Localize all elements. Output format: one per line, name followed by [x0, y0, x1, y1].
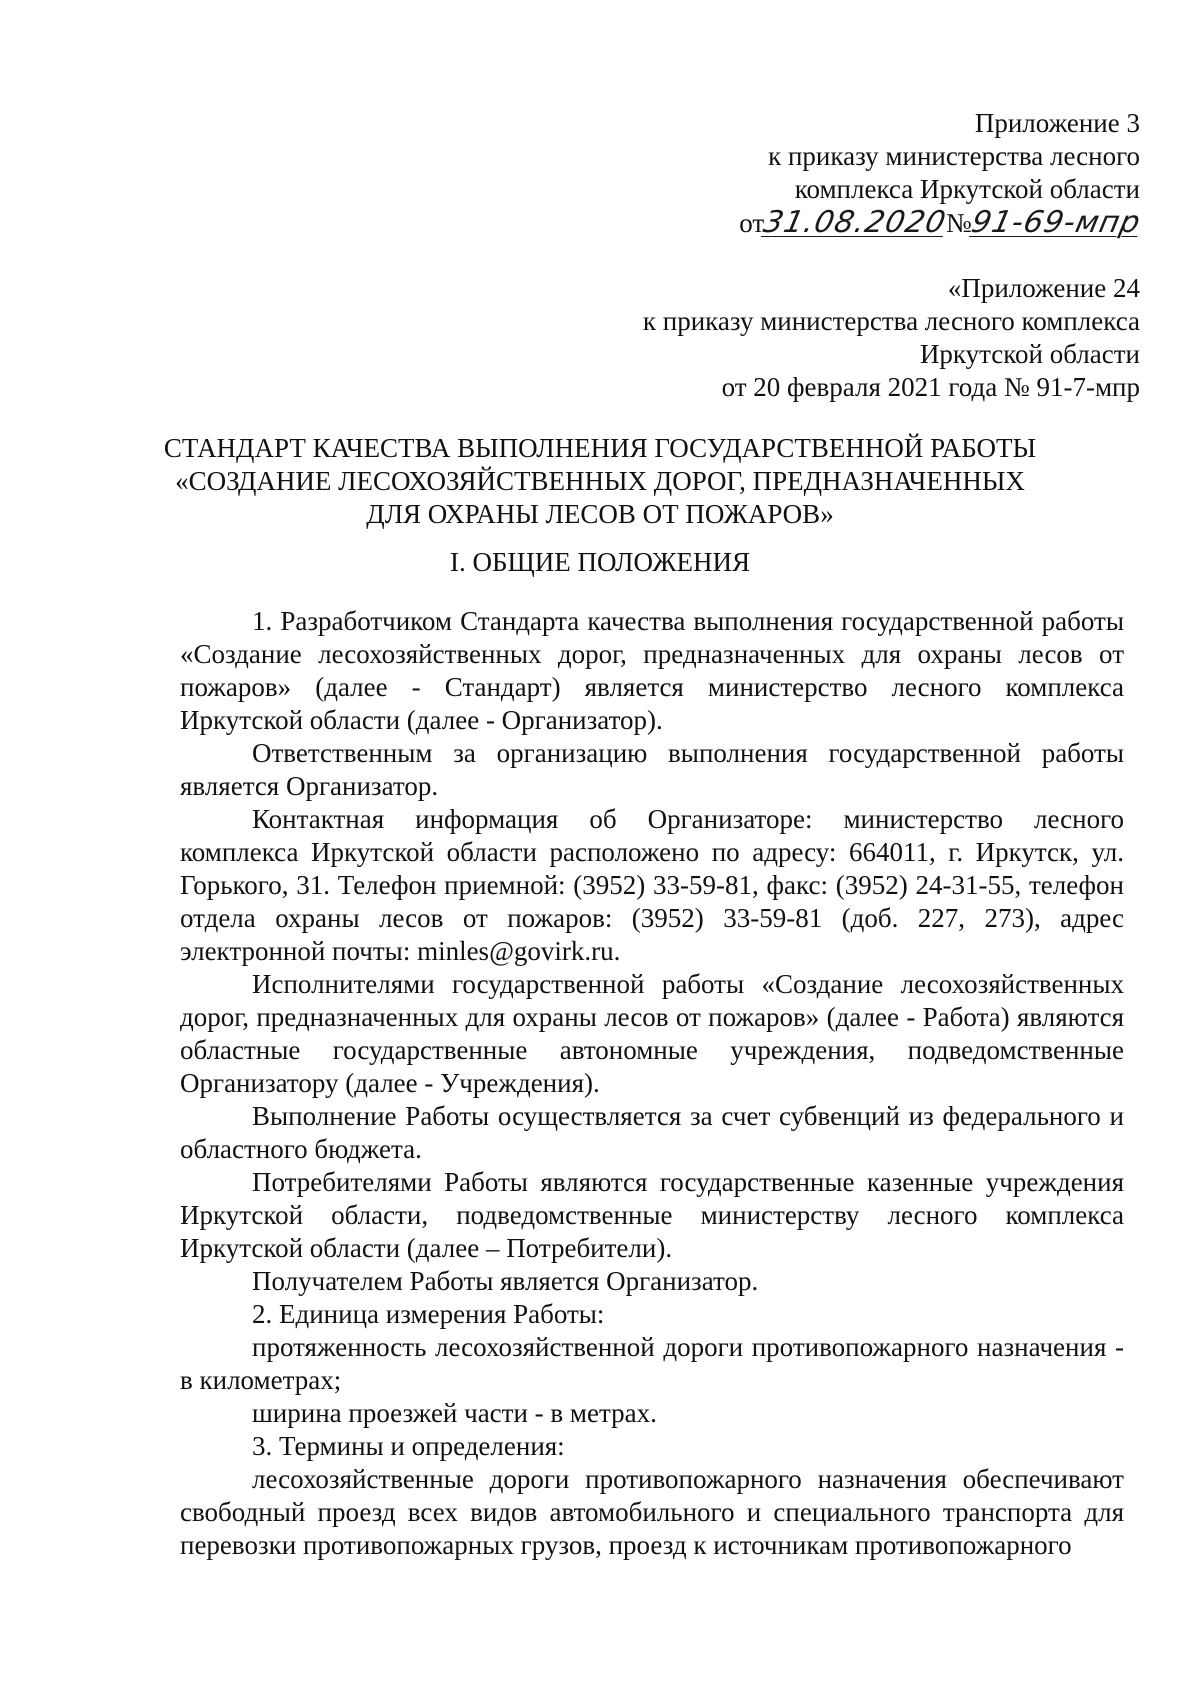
appendix-3-line-1: Приложение 3 [974, 108, 1140, 138]
paragraph-7: Получателем Работы является Организатор. [252, 1266, 759, 1296]
order-prefix: от [739, 208, 765, 238]
appendix-24-line-4: от 20 февраля 2021 года № 91-7-мпр [721, 372, 1140, 402]
appendix-24-header [643, 272, 1140, 404]
order-number-sign: № [945, 208, 972, 238]
appendix-24-line-2: к приказу министерства лесного комплекса [642, 306, 1140, 336]
paragraph-10: ширина проезжей части - в метрах. [252, 1398, 657, 1428]
paragraph-4: Исполнителями государственной работы «Создание лесохозяйственных дорог, предназначенных для охраны лесов от пожаров» (далее - Работа) являются областные государственные автономные учреждения, подведомственные Организатору (далее - Учреждения). [180, 969, 1124, 1098]
paragraph-8: 2. Единица измерения Работы: [252, 1299, 605, 1329]
paragraph-11: 3. Термины и определения: [252, 1431, 565, 1461]
paragraph-6: Потребителями Работы являются государственные казенные учреждения Иркутской области, подведомственные министерству лесного комплекса Иркутской области (далее – Потребители). [180, 1167, 1124, 1263]
title-line-2: «СОЗДАНИЕ ЛЕСОХОЗЯЙСТВЕННЫХ ДОРОГ, ПРЕДНАЗНАЧЕННЫХ [175, 466, 1025, 496]
document-body [180, 605, 1124, 1562]
appendix-24-line-1: «Приложение 24 [947, 273, 1140, 303]
paragraph-5: Выполнение Работы осуществляется за счет субвенций из федерального и областного бюджета. [180, 1101, 1124, 1164]
title-line-3: ДЛЯ ОХРАНЫ ЛЕСОВ ОТ ПОЖАРОВ» [366, 499, 834, 529]
order-line [739, 205, 1144, 240]
paragraph-1: 1. Разработчиком Стандарта качества выполнения государственной работы «Создание лесохозяйственных дорог, предназначенных для охраны лесов от пожаров» (далее - Стандарт) является министерство лесного комплекса Иркутской области (далее - Организатор). [180, 606, 1124, 735]
appendix-3-header [739, 107, 1144, 240]
title-line-1: СТАНДАРТ КАЧЕСТВА ВЫПОЛНЕНИЯ ГОСУДАРСТВЕННОЙ РАБОТЫ [163, 433, 1037, 463]
section-title: I. ОБЩИЕ ПОЛОЖЕНИЯ [450, 547, 750, 577]
appendix-24-line-3: Иркутской области [919, 339, 1140, 369]
paragraph-3: Контактная информация об Организаторе: министерство лесного комплекса Иркутской области расположено по адресу: 664011, г. Иркутск, ул. Горького, 31. Телефон приемной: (3952) 33-59-81, факс: (3952) 24-31-55, телефон отдела охраны лесов от пожаров: (3952) 33-59-81 (доб. 227, 273), адрес электронной почты: minles@govirk.ru. [180, 804, 1124, 966]
handwritten-order-number: 91-69-мпр [967, 205, 1144, 240]
appendix-3-line-3: комплекса Иркутской области [794, 174, 1140, 204]
paragraph-2: Ответственным за организацию выполнения государственной работы является Организатор. [180, 738, 1124, 801]
document-title [100, 432, 1100, 531]
paragraph-12: лесохозяйственные дороги противопожарного назначения обеспечивают свободный проезд всех видов автомобильного и специального транспорта для перевозки противопожарных грузов, проезд к источникам противопожарного [180, 1464, 1124, 1560]
appendix-3-line-2: к приказу министерства лесного [768, 141, 1140, 171]
handwritten-order-date: 31.08.2020 [760, 205, 950, 240]
paragraph-9: протяженность лесохозяйственной дороги противопожарного назначения - в километрах; [180, 1332, 1124, 1395]
